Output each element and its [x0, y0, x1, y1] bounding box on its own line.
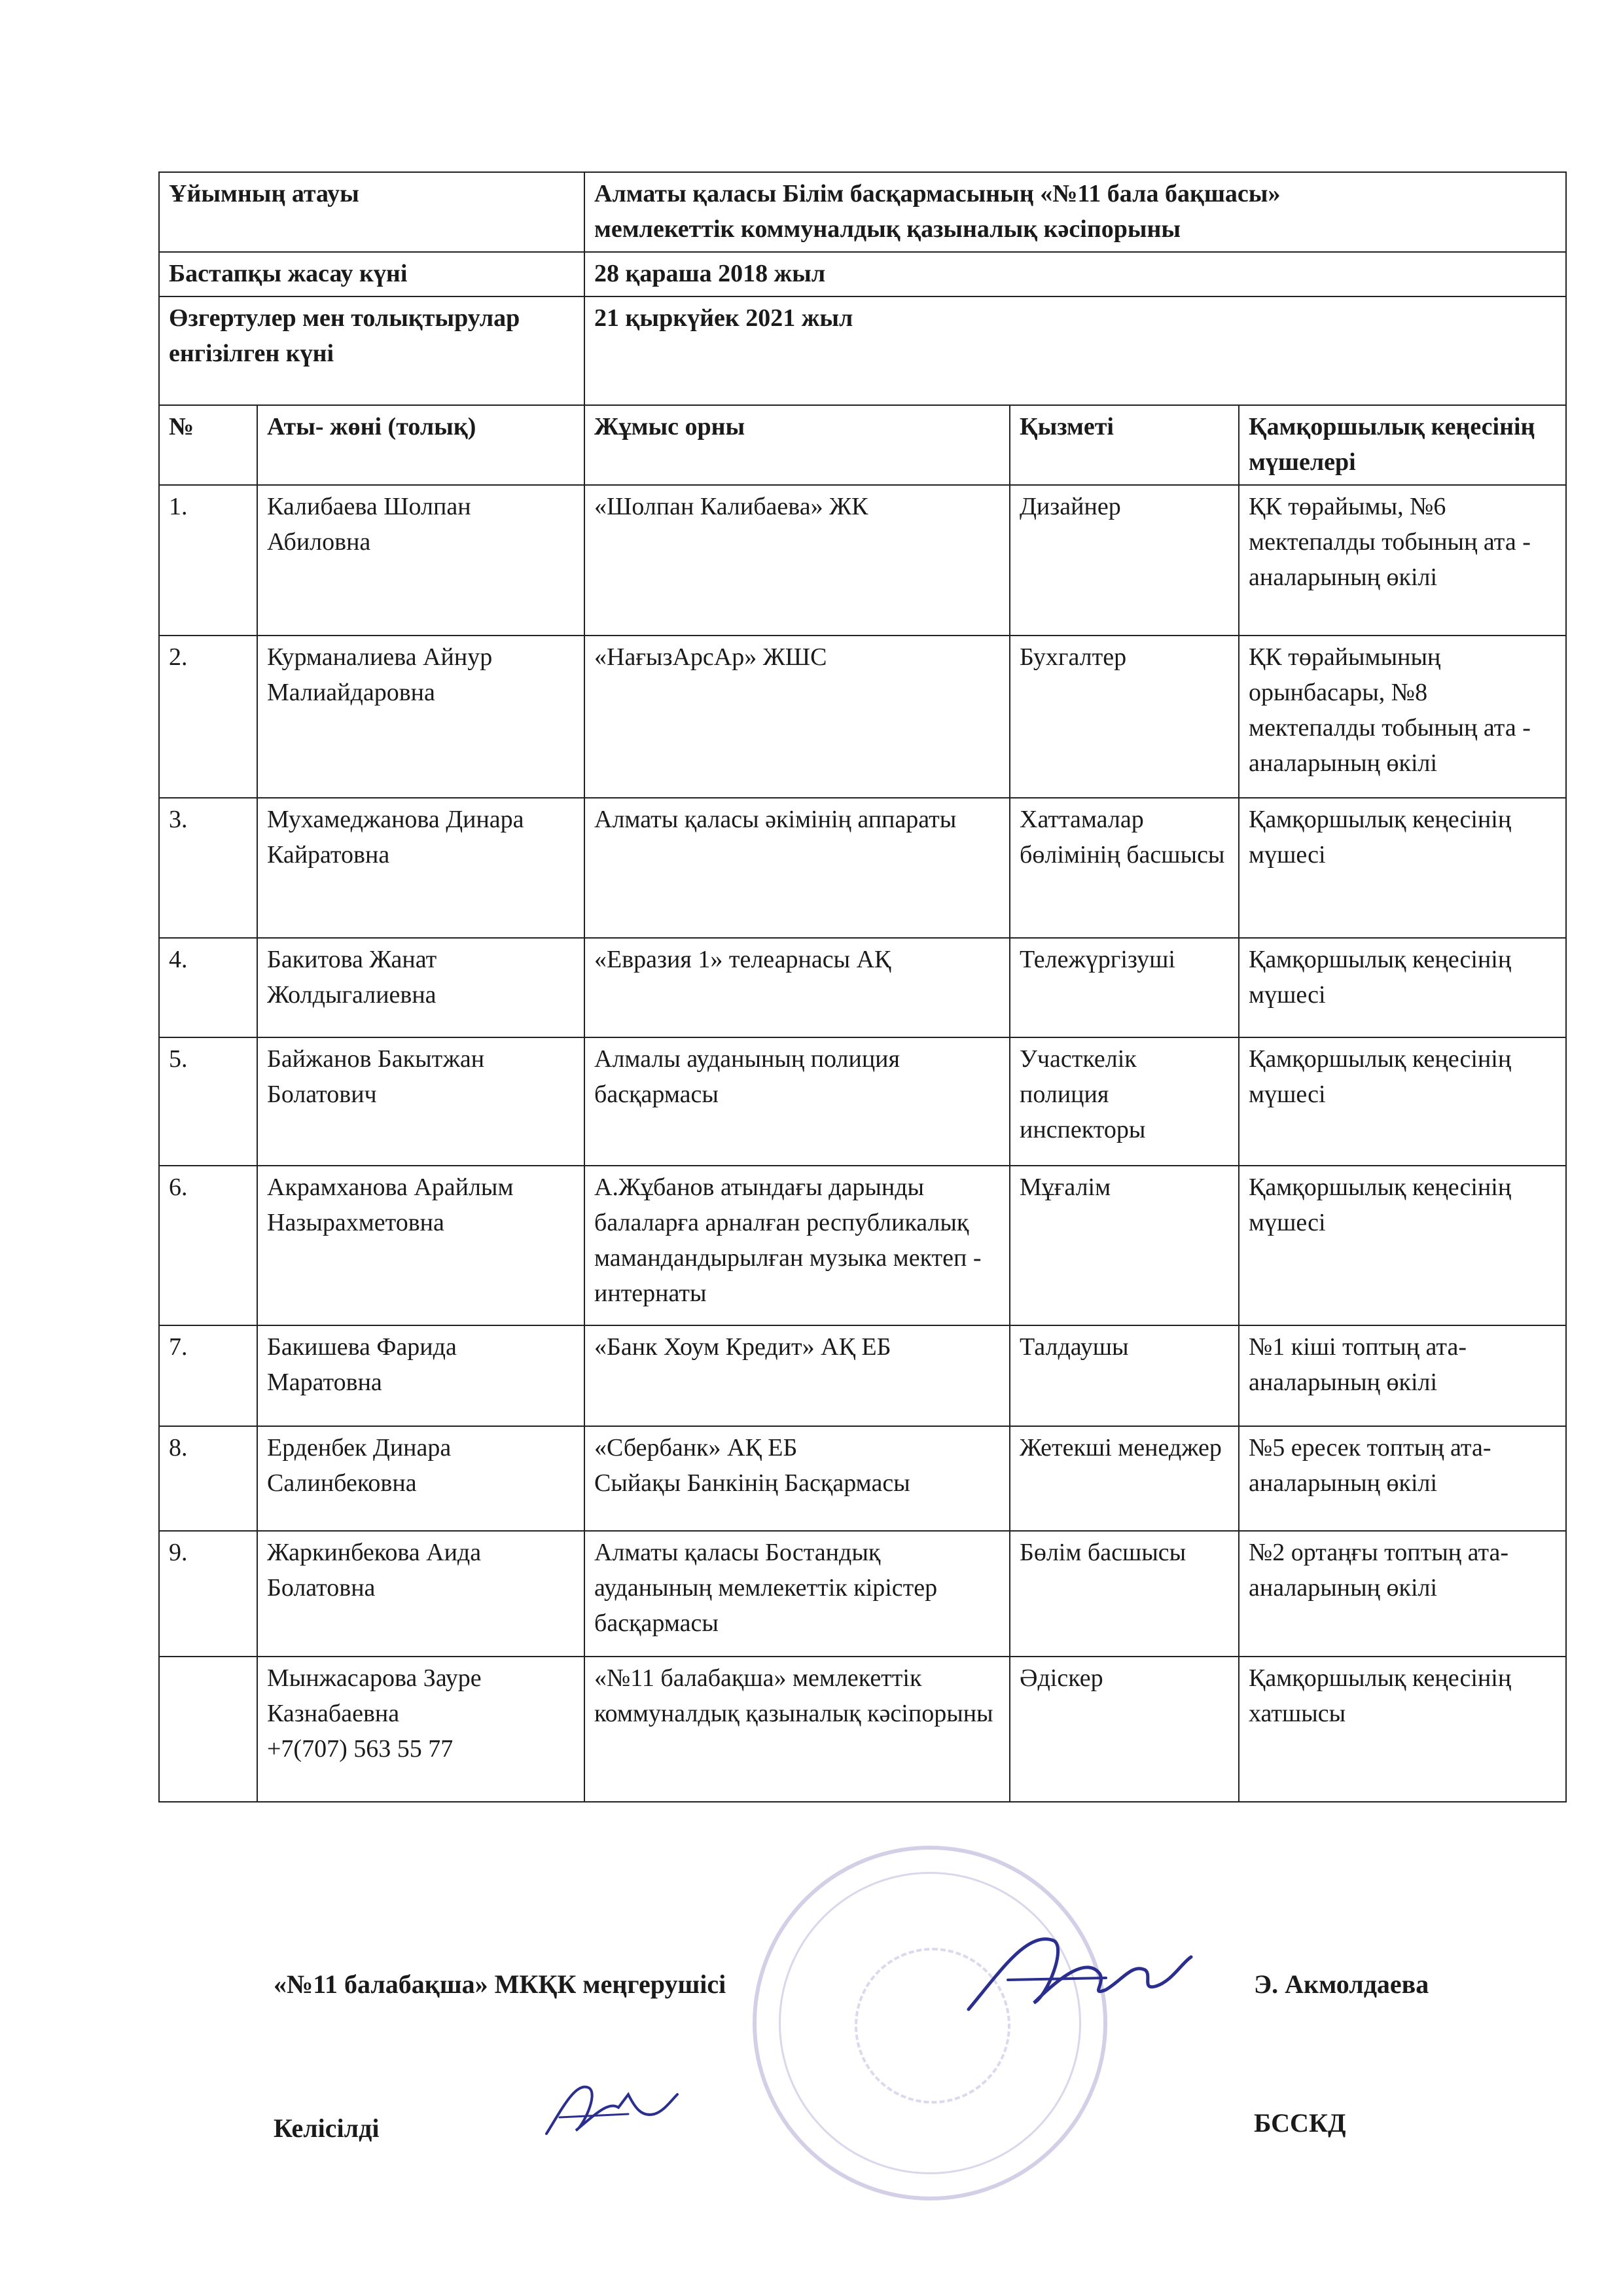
member-board-role: ҚК төрайымының орынбасары, №8 мектепалды тобының ата - аналарының өкілі [1239, 636, 1566, 798]
member-position: Участкелік полиция инспекторы [1010, 1037, 1239, 1166]
member-board-role: Қамқоршылық кеңесінің мүшесі [1239, 798, 1566, 938]
member-position: Хаттамалар бөлімінің басшысы [1010, 798, 1239, 938]
member-position: Мұғалім [1010, 1166, 1239, 1325]
member-board-role: Қамқоршылық кеңесінің мүшесі [1239, 938, 1566, 1037]
row-num: 6. [159, 1166, 257, 1325]
table-row [159, 636, 1566, 798]
table-row [159, 938, 1566, 1037]
member-workplace: Алматы қаласы әкімінің аппараты [584, 798, 1010, 938]
member-name: Байжанов Бакытжан Болатович [257, 1037, 584, 1166]
table-row [159, 1426, 1566, 1531]
board-members-table [158, 171, 1567, 1803]
member-workplace: Алматы қаласы Бостандық ауданының мемлекеттік кірістер басқармасы [584, 1531, 1010, 1657]
row-num: 7. [159, 1325, 257, 1426]
member-name: Акрамханова Арайлым Назырахметовна [257, 1166, 584, 1325]
header-row [159, 405, 1566, 485]
row-num: 3. [159, 798, 257, 938]
member-workplace: «Шолпан Калибаева» ЖК [584, 485, 1010, 636]
head-signature [955, 1918, 1204, 2029]
table-row [159, 1531, 1566, 1657]
member-workplace: А.Жұбанов атындағы дарынды балаларға арналған республикалық мамандандырылған музыка мектеп - интернаты [584, 1166, 1010, 1325]
member-name: Мухамеджанова Динара Кайратовна [257, 798, 584, 938]
member-name: Курманалиева Айнур Малиайдаровна [257, 636, 584, 798]
member-board-role: №1 кіші топтың ата-аналарының өкілі [1239, 1325, 1566, 1426]
org-row [159, 172, 1566, 252]
member-name: Бакитова Жанат Жолдыгалиевна [257, 938, 584, 1037]
table-row [159, 798, 1566, 938]
member-board-role: №2 ортаңғы топтың ата- аналарының өкілі [1239, 1531, 1566, 1657]
member-board-role: Қамқоршылық кеңесінің хатшысы [1239, 1657, 1566, 1802]
row-num: 2. [159, 636, 257, 798]
agreed-signature [537, 2068, 687, 2147]
member-position: Тележүргізуші [1010, 938, 1239, 1037]
member-workplace: «Евразия 1» телеарнасы АҚ [584, 938, 1010, 1037]
head-title: «№11 балабақша» МКҚК меңгерушісі [274, 1969, 726, 1999]
created-row [159, 252, 1566, 296]
col-header-role: Қамқоршылық кеңесінің мүшелері [1239, 405, 1566, 485]
modified-value: 21 қыркүйек 2021 жыл [584, 296, 1566, 405]
member-position: Жетекші менеджер [1010, 1426, 1239, 1531]
org-label: Ұйымның атауы [159, 172, 584, 252]
row-num [159, 1657, 257, 1802]
member-workplace: «Сбербанк» АҚ ЕБ Сыйақы Банкінің Басқармасы [584, 1426, 1010, 1531]
member-position: Әдіскер [1010, 1657, 1239, 1802]
member-workplace: «НағызАрсАр» ЖШС [584, 636, 1010, 798]
member-position: Бухгалтер [1010, 636, 1239, 798]
member-workplace: «№11 балабақша» мемлекеттік коммуналдық қазыналық кәсіпорыны [584, 1657, 1010, 1802]
modified-row [159, 296, 1566, 405]
member-name: Калибаева Шолпан Абиловна [257, 485, 584, 636]
member-workplace: Алмалы ауданының полиция басқармасы [584, 1037, 1010, 1166]
table-row [159, 1657, 1566, 1802]
member-name: Мынжасарова Зауре Казнабаевна +7(707) 563 55 77 [257, 1657, 584, 1802]
table-row [159, 1325, 1566, 1426]
agreed-org: БССКД [1254, 2108, 1346, 2138]
created-value: 28 қараша 2018 жыл [584, 252, 1566, 296]
member-name: Жаркинбекова Аида Болатовна [257, 1531, 584, 1657]
head-name: Э. Акмолдаева [1254, 1969, 1429, 1999]
table-row [159, 1037, 1566, 1166]
member-board-role: Қамқоршылық кеңесінің мүшесі [1239, 1166, 1566, 1325]
member-position: Талдаушы [1010, 1325, 1239, 1426]
member-name: Бакишева Фарида Маратовна [257, 1325, 584, 1426]
col-header-num: № [159, 405, 257, 485]
row-num: 5. [159, 1037, 257, 1166]
member-name: Ерденбек Динара Салинбековна [257, 1426, 584, 1531]
agreed-label: Келісілді [274, 2113, 380, 2143]
col-header-work: Жұмыс орны [584, 405, 1010, 485]
member-board-role: Қамқоршылық кеңесінің мүшесі [1239, 1037, 1566, 1166]
col-header-position: Қызметі [1010, 405, 1239, 485]
member-position: Бөлім басшысы [1010, 1531, 1239, 1657]
member-board-role: ҚК төрайымы, №6 мектепалды тобының ата - аналарының өкілі [1239, 485, 1566, 636]
member-board-role: №5 ересек топтың ата-аналарының өкілі [1239, 1426, 1566, 1531]
created-label: Бастапқы жасау күні [159, 252, 584, 296]
member-workplace: «Банк Хоум Кредит» АҚ ЕБ [584, 1325, 1010, 1426]
col-header-name: Аты- жөні (толық) [257, 405, 584, 485]
row-num: 8. [159, 1426, 257, 1531]
table-row [159, 485, 1566, 636]
row-num: 4. [159, 938, 257, 1037]
row-num: 1. [159, 485, 257, 636]
table-row [159, 1166, 1566, 1325]
modified-label: Өзгертулер мен толықтырулар енгізілген күні [159, 296, 584, 405]
org-value: Алматы қаласы Білім басқармасының «№11 бала бақшасы» мемлекеттік коммуналдық қазыналық кәсіпорыны [584, 172, 1566, 252]
row-num: 9. [159, 1531, 257, 1657]
member-position: Дизайнер [1010, 485, 1239, 636]
